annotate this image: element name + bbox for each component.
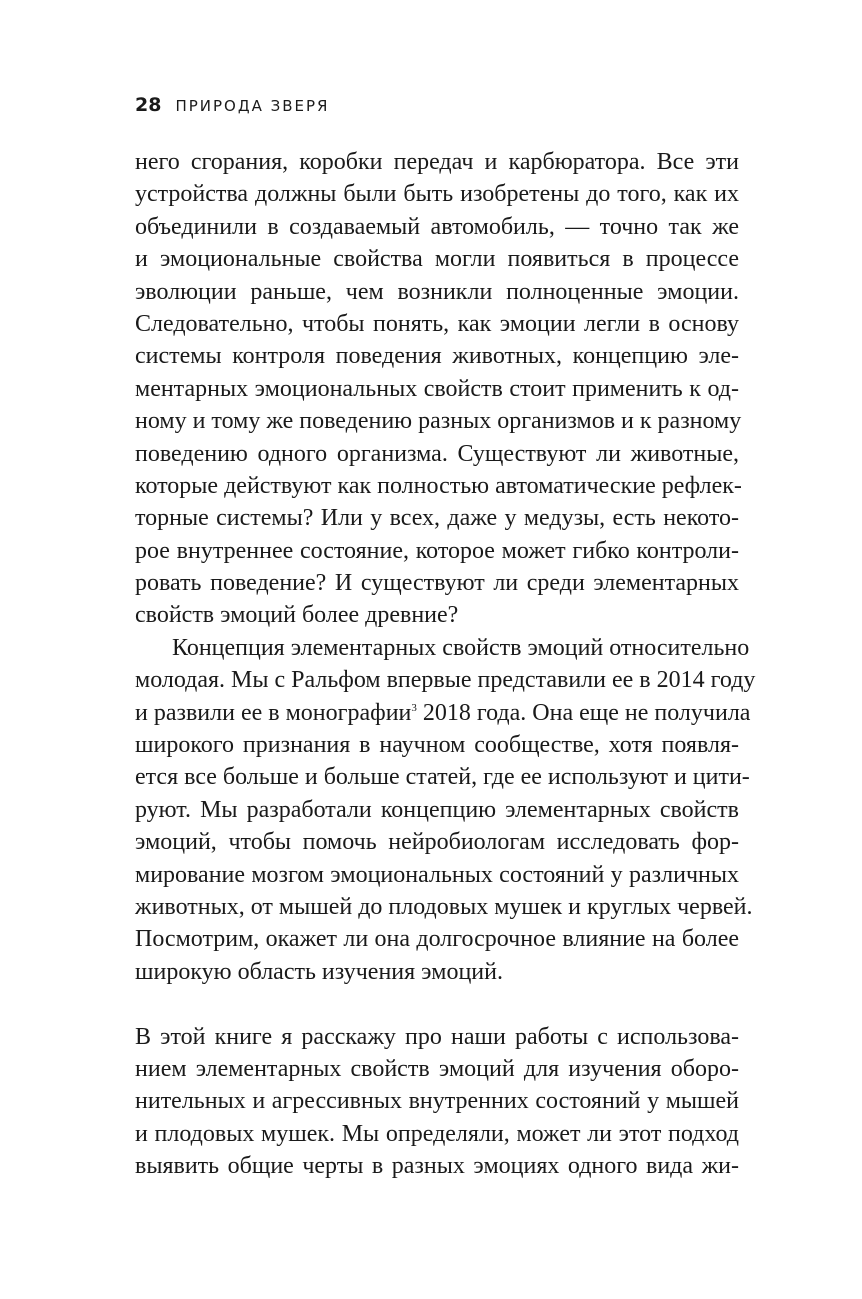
- text-line: выявить общие черты в разных эмоциях одного вида жи-: [135, 1153, 739, 1180]
- book-title: ПРИРОДА ЗВЕРЯ: [175, 97, 330, 115]
- text-line: ется все больше и больше статей, где ее используют и цити-: [135, 764, 750, 791]
- text-line: В этой книге я расскажу про наши работы с использова-: [135, 1023, 739, 1050]
- text-line: устройства должны были быть изобретены до того, как их: [135, 181, 739, 208]
- paragraph-3: [135, 1021, 739, 1183]
- text-line: и эмоциональные свойства могли появиться в процессе: [135, 246, 739, 273]
- text-line: широкую область изучения эмоций.: [135, 958, 503, 985]
- footnote-reference[interactable]: 3: [411, 701, 417, 714]
- text-line: мирование мозгом эмоциональных состояний у различных: [135, 861, 739, 888]
- text-line: Следовательно, чтобы понять, как эмоции легли в основу: [135, 310, 739, 337]
- paragraph-2: [135, 632, 756, 988]
- text-line: ровать поведение? И существуют ли среди элементарных: [135, 570, 739, 597]
- text-line-with-footnote: [135, 697, 751, 729]
- running-head: [135, 94, 329, 116]
- text-line: молодая. Мы с Ральфом впервые представили ее в 2014 году: [135, 667, 756, 694]
- text-line: широкого признания в научном сообществе, хотя появля-: [135, 732, 739, 759]
- text-line: рое внутреннее состояние, которое может гибко контроли-: [135, 537, 739, 564]
- text-line: него сгорания, коробки передач и карбюратора. Все эти: [135, 149, 739, 175]
- text-line: поведению одного организма. Существуют ли животные,: [135, 440, 739, 467]
- text-line: ному и тому же поведению разных организмов и к разному: [135, 408, 742, 435]
- text-line: животных, от мышей до плодовых мушек и круглых червей.: [135, 893, 753, 920]
- body-text: [135, 146, 756, 1183]
- text-line: Посмотрим, окажет ли она долгосрочное влияние на более: [135, 926, 739, 953]
- text-line: объединили в создаваемый автомобиль, — точно так же: [135, 213, 739, 240]
- text-line: которые действуют как полностью автоматические рефлек-: [135, 472, 742, 499]
- page-number: 28: [135, 94, 162, 116]
- text-line: эмоций, чтобы помочь нейробиологам исследовать фор-: [135, 829, 739, 856]
- section-gap: [135, 988, 739, 1020]
- text-line: нием элементарных свойств эмоций для изучения оборо-: [135, 1055, 739, 1082]
- text-line: торные системы? Или у всех, даже у медузы, есть некото-: [135, 505, 739, 532]
- text-line: свойств эмоций более древние?: [135, 602, 459, 629]
- paragraph-1: [135, 146, 742, 632]
- text-line: эволюции раньше, чем возникли полноценные эмоции.: [135, 278, 739, 305]
- text-line: и плодовых мушек. Мы определяли, может ли этот подход: [135, 1120, 739, 1147]
- text-fragment: 2018 года. Она еще не получила: [416, 699, 751, 726]
- text-line: системы контроля поведения животных, концепцию эле-: [135, 343, 739, 370]
- text-fragment: и развили ее в монографии: [135, 699, 412, 726]
- text-line: ментарных эмоциональных свойств стоит применить к од-: [135, 375, 739, 402]
- text-line: руют. Мы разработали концепцию элементарных свойств: [135, 796, 739, 823]
- text-line: нительных и агрессивных внутренних состояний у мышей: [135, 1088, 739, 1115]
- text-line: Концепция элементарных свойств эмоций относительно: [172, 634, 750, 661]
